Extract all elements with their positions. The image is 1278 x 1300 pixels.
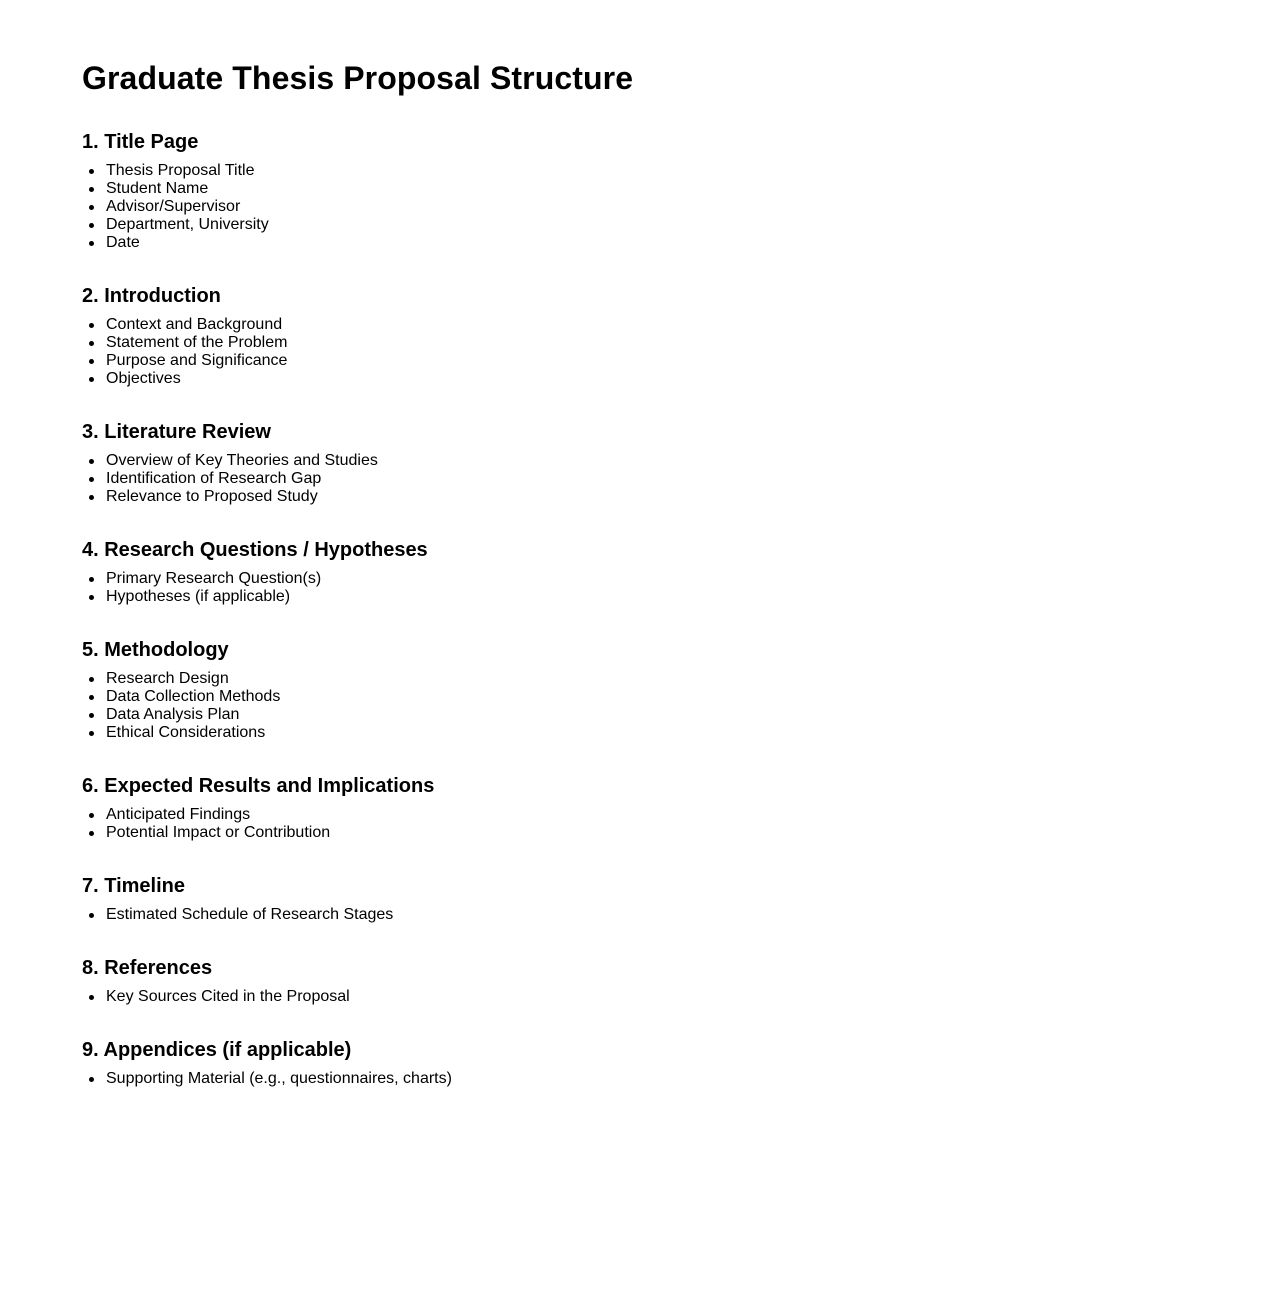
list-item-text: Advisor/Supervisor [106,198,241,215]
list-item [82,670,1232,688]
list-item-text: Estimated Schedule of Research Stages [106,906,394,923]
list-item-text: Thesis Proposal Title [106,162,255,179]
section-heading: 5. Methodology [82,639,229,661]
bullet-icon [89,495,94,500]
section-heading: 9. Appendices (if applicable) [82,1039,352,1061]
list-item [82,162,1232,180]
section-7 [82,874,1232,924]
list-item-text: Anticipated Findings [106,806,251,823]
list-item-text: Student Name [106,180,209,197]
bullet-icon [89,359,94,364]
section-3 [82,420,1232,506]
list-item-text: Key Sources Cited in the Proposal [106,988,350,1005]
list-item-text: Overview of Key Theories and Studies [106,452,378,469]
section-list [82,670,1232,742]
list-item [82,824,1232,842]
list-item-text: Relevance to Proposed Study [106,488,318,505]
list-item-text: Context and Background [106,316,283,333]
list-item [82,724,1232,742]
bullet-icon [89,241,94,246]
list-item [82,198,1232,216]
section-heading: 6. Expected Results and Implications [82,775,435,797]
list-item [82,1070,1232,1088]
bullet-icon [89,459,94,464]
bullet-icon [89,831,94,836]
section-list [82,452,1232,506]
bullet-icon [89,813,94,818]
section-list [82,988,1232,1006]
section-heading: 2. Introduction [82,285,221,307]
bullet-icon [89,205,94,210]
section-6 [82,774,1232,842]
list-item [82,234,1232,252]
sections-container [82,130,1232,1088]
list-item [82,706,1232,724]
list-item-text: Department, University [106,216,269,233]
list-item-text: Research Design [106,670,229,687]
section-8 [82,956,1232,1006]
list-item-text: Hypotheses (if applicable) [106,588,291,605]
bullet-icon [89,695,94,700]
section-list [82,316,1232,388]
list-item-text: Potential Impact or Contribution [106,824,331,841]
bullet-icon [89,913,94,918]
list-item [82,806,1232,824]
list-item [82,370,1232,388]
bullet-icon [89,595,94,600]
document-page [82,0,1232,1088]
section-heading: 8. References [82,957,213,979]
section-list [82,806,1232,842]
list-item [82,470,1232,488]
page-title: Graduate Thesis Proposal Structure [82,60,634,96]
section-heading: 7. Timeline [82,875,186,897]
list-item [82,588,1232,606]
section-5 [82,638,1232,742]
list-item [82,452,1232,470]
list-item [82,180,1232,198]
bullet-icon [89,223,94,228]
section-heading: 3. Literature Review [82,421,271,443]
bullet-icon [89,187,94,192]
section-list [82,1070,1232,1088]
bullet-icon [89,677,94,682]
list-item [82,216,1232,234]
list-item-text: Purpose and Significance [106,352,288,369]
section-list [82,906,1232,924]
bullet-icon [89,713,94,718]
list-item-text: Data Collection Methods [106,688,281,705]
list-item [82,988,1232,1006]
list-item [82,570,1232,588]
section-heading: 4. Research Questions / Hypotheses [82,539,428,561]
section-9 [82,1038,1232,1088]
list-item [82,488,1232,506]
list-item-text: Supporting Material (e.g., questionnaires, charts) [106,1070,452,1087]
bullet-icon [89,731,94,736]
bullet-icon [89,477,94,482]
list-item [82,906,1232,924]
list-item-text: Identification of Research Gap [106,470,322,487]
bullet-icon [89,323,94,328]
bullet-icon [89,377,94,382]
section-list [82,162,1232,252]
list-item [82,352,1232,370]
list-item [82,334,1232,352]
bullet-icon [89,577,94,582]
section-heading: 1. Title Page [82,131,199,153]
section-4 [82,538,1232,606]
section-1 [82,130,1232,252]
section-list [82,570,1232,606]
bullet-icon [89,169,94,174]
bullet-icon [89,995,94,1000]
list-item-text: Date [106,234,140,251]
list-item-text: Ethical Considerations [106,724,266,741]
section-2 [82,284,1232,388]
list-item-text: Data Analysis Plan [106,706,240,723]
list-item-text: Primary Research Question(s) [106,570,322,587]
bullet-icon [89,341,94,346]
list-item [82,688,1232,706]
list-item-text: Statement of the Problem [106,334,288,351]
bullet-icon [89,1077,94,1082]
list-item [82,316,1232,334]
list-item-text: Objectives [106,370,181,387]
